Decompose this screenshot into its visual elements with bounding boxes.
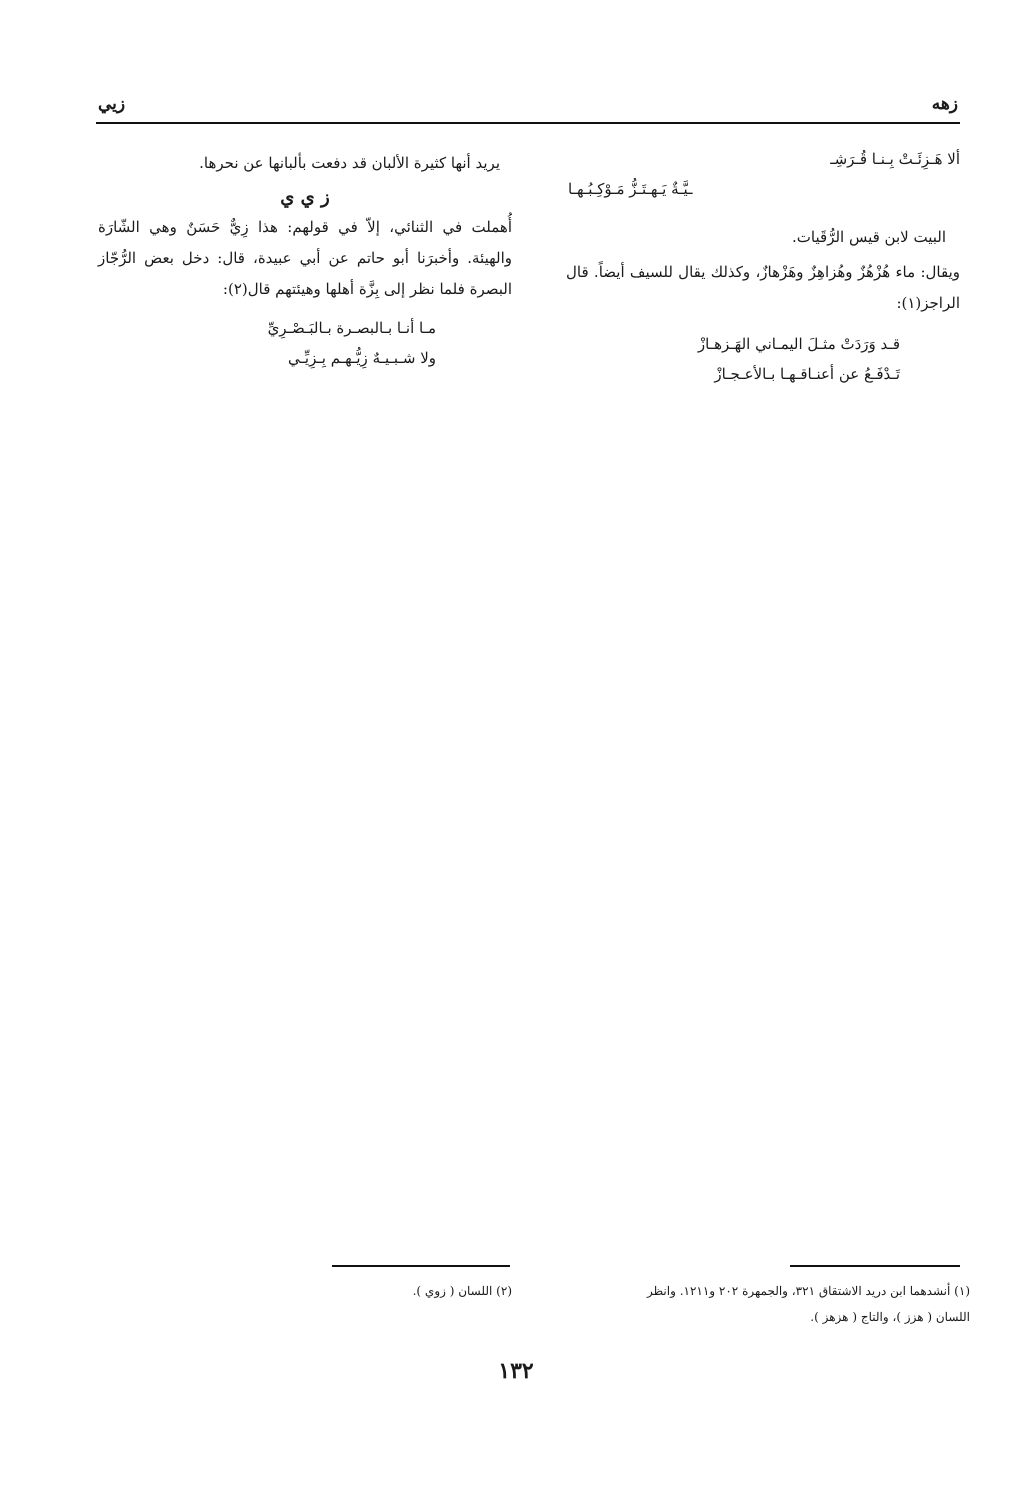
running-header-right: زهه: [931, 94, 958, 114]
verse-line: [566, 174, 960, 204]
verse-block-2: [566, 329, 960, 389]
verse-line: [566, 144, 960, 174]
verse-line: [596, 359, 900, 389]
body-paragraph: أُهملت في الثنائي، إلاّ في قولهم: هذا زِيٌّ حَسَنٌ وهي الشّارَة والهيئة. وأخبرَنا أبو حاتم عن أبي عبيدة، قال: دخل بعض الرُّجّاز البصرة فلما نظر إلى بِزَّة أهلها وهيئتهم قال(٢):: [98, 218, 512, 298]
verse-line: [128, 313, 436, 343]
verse-hemistich: ألا هَـزِئَـتْ بِـنـا قُـرَشِـ: [830, 150, 960, 168]
verse-text: تَـدْفَـعُ عن أعنـاقـهـا بـالأعـجـازْ: [714, 365, 900, 383]
header-rule: [96, 122, 960, 124]
footnote-rule-left: [332, 1265, 510, 1267]
right-column: [566, 140, 960, 389]
verse-hemistich: ـيَّـةٌ يَـهـتَـزُّ مَـوْكِـبُـهـا: [568, 180, 693, 198]
verse-line: [128, 343, 436, 373]
body-paragraph: يريد أنها كثيرة الألبان قد دفعت بألبانها عن نحرها.: [199, 154, 500, 172]
running-header-left: زيي: [98, 94, 126, 114]
footnote-rule-right: [790, 1265, 960, 1267]
page-number: ١٣٢: [498, 1358, 534, 1384]
body-paragraph: ويقال: ماء هُزْهُزٌ وهُزاهِزٌ وهَزْهازٌ، وكذلك يقال للسيف أيضاً. قال الراجز(١):: [566, 263, 960, 312]
verse-text: قـد وَرَدَتْ مثـلَ اليمـاني الهَـزهـازْ: [697, 335, 900, 353]
verse-text: مـا أنـا بـالبصـرة بـالبَـصْـرِيِّ: [267, 319, 436, 337]
verse-block-1: [566, 144, 960, 204]
verse-line: [596, 329, 900, 359]
verse-block-3: [98, 313, 512, 373]
footnote-1: [570, 1278, 970, 1330]
attribution-paragraph: البيت لابن قيس الرُّقَيات.: [792, 228, 946, 246]
left-column: [98, 140, 512, 373]
entry-heading: ز ي ي: [280, 187, 330, 208]
verse-text: ولا شـبـيـهٌ زِيُّـهـم بِـزِيِّـي: [288, 349, 436, 367]
footnote-line: (١) أنشدهما ابن دريد الاشتقاق ٣٢١، والجمهرة ٢٠٢ و١٢١١. وانظر: [646, 1284, 970, 1298]
footnote-2: (٢) اللسان ( زوي ).: [412, 1284, 512, 1298]
footnote-line: اللسان ( هزز )، والتاج ( هزهز ).: [810, 1310, 970, 1324]
